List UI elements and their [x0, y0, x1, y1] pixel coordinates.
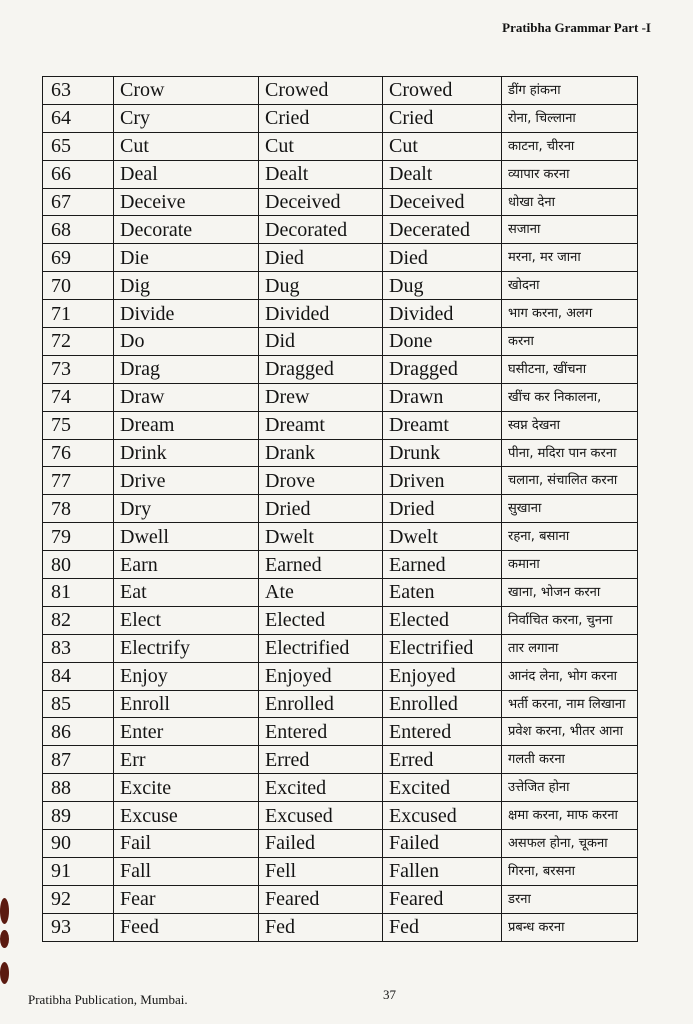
- past-participle-cell: Excused: [383, 802, 502, 830]
- past-participle-cell: Elected: [383, 606, 502, 634]
- past-participle-cell: Dried: [383, 495, 502, 523]
- base-form-cell: Excite: [114, 774, 259, 802]
- past-participle-cell: Erred: [383, 746, 502, 774]
- table-row: [43, 885, 638, 913]
- table-row: [43, 579, 638, 607]
- base-form-cell: Fail: [114, 830, 259, 858]
- past-participle-cell: Deceived: [383, 188, 502, 216]
- base-form-cell: Feed: [114, 913, 259, 941]
- hindi-meaning-cell: करना: [502, 328, 638, 356]
- base-form-cell: Earn: [114, 551, 259, 579]
- base-form-cell: Cry: [114, 104, 259, 132]
- past-tense-cell: Failed: [259, 830, 383, 858]
- page-edge-stain: [0, 880, 10, 1000]
- base-form-cell: Electrify: [114, 634, 259, 662]
- hindi-meaning-cell: डींग हांकना: [502, 77, 638, 105]
- row-number-cell: 82: [43, 606, 114, 634]
- base-form-cell: Excuse: [114, 802, 259, 830]
- row-number-cell: 90: [43, 830, 114, 858]
- past-tense-cell: Excited: [259, 774, 383, 802]
- past-tense-cell: Fed: [259, 913, 383, 941]
- table-row: [43, 411, 638, 439]
- hindi-meaning-cell: उत्तेजित होना: [502, 774, 638, 802]
- table-row: [43, 244, 638, 272]
- hindi-meaning-cell: धोखा देना: [502, 188, 638, 216]
- row-number-cell: 81: [43, 579, 114, 607]
- past-tense-cell: Dried: [259, 495, 383, 523]
- hindi-meaning-cell: डरना: [502, 885, 638, 913]
- past-tense-cell: Cried: [259, 104, 383, 132]
- past-participle-cell: Driven: [383, 467, 502, 495]
- hindi-meaning-cell: मरना, मर जाना: [502, 244, 638, 272]
- table-row: [43, 662, 638, 690]
- base-form-cell: Dig: [114, 272, 259, 300]
- base-form-cell: Eat: [114, 579, 259, 607]
- hindi-meaning-cell: निर्वाचित करना, चुनना: [502, 606, 638, 634]
- hindi-meaning-cell: प्रबन्ध करना: [502, 913, 638, 941]
- row-number-cell: 63: [43, 77, 114, 105]
- past-tense-cell: Dragged: [259, 355, 383, 383]
- past-participle-cell: Done: [383, 328, 502, 356]
- base-form-cell: Deceive: [114, 188, 259, 216]
- base-form-cell: Dream: [114, 411, 259, 439]
- past-participle-cell: Dug: [383, 272, 502, 300]
- table-row: [43, 857, 638, 885]
- row-number-cell: 68: [43, 216, 114, 244]
- past-tense-cell: Enjoyed: [259, 662, 383, 690]
- past-tense-cell: Earned: [259, 551, 383, 579]
- publisher-footer: Pratibha Publication, Mumbai.: [28, 992, 188, 1007]
- table-row: [43, 188, 638, 216]
- row-number-cell: 67: [43, 188, 114, 216]
- row-number-cell: 65: [43, 132, 114, 160]
- past-tense-cell: Deceived: [259, 188, 383, 216]
- past-participle-cell: Feared: [383, 885, 502, 913]
- hindi-meaning-cell: व्यापार करना: [502, 160, 638, 188]
- table-row: [43, 718, 638, 746]
- past-participle-cell: Died: [383, 244, 502, 272]
- row-number-cell: 73: [43, 355, 114, 383]
- base-form-cell: Decorate: [114, 216, 259, 244]
- past-tense-cell: Enrolled: [259, 690, 383, 718]
- hindi-meaning-cell: खोदना: [502, 272, 638, 300]
- hindi-meaning-cell: खींच कर निकालना,: [502, 383, 638, 411]
- base-form-cell: Enter: [114, 718, 259, 746]
- past-participle-cell: Drunk: [383, 439, 502, 467]
- past-tense-cell: Died: [259, 244, 383, 272]
- base-form-cell: Drag: [114, 355, 259, 383]
- past-tense-cell: Decorated: [259, 216, 383, 244]
- verb-table-body: [43, 77, 638, 942]
- base-form-cell: Fear: [114, 885, 259, 913]
- table-row: [43, 160, 638, 188]
- table-row: [43, 551, 638, 579]
- table-row: [43, 634, 638, 662]
- row-number-cell: 70: [43, 272, 114, 300]
- past-participle-cell: Decerated: [383, 216, 502, 244]
- past-tense-cell: Electrified: [259, 634, 383, 662]
- table-row: [43, 802, 638, 830]
- table-row: [43, 132, 638, 160]
- base-form-cell: Dry: [114, 495, 259, 523]
- table-row: [43, 328, 638, 356]
- past-participle-cell: Crowed: [383, 77, 502, 105]
- row-number-cell: 79: [43, 523, 114, 551]
- base-form-cell: Drink: [114, 439, 259, 467]
- row-number-cell: 71: [43, 300, 114, 328]
- table-row: [43, 383, 638, 411]
- table-row: [43, 216, 638, 244]
- past-participle-cell: Dealt: [383, 160, 502, 188]
- hindi-meaning-cell: गलती करना: [502, 746, 638, 774]
- past-participle-cell: Dreamt: [383, 411, 502, 439]
- past-participle-cell: Drawn: [383, 383, 502, 411]
- past-tense-cell: Elected: [259, 606, 383, 634]
- past-tense-cell: Divided: [259, 300, 383, 328]
- hindi-meaning-cell: पीना, मदिरा पान करना: [502, 439, 638, 467]
- past-tense-cell: Ate: [259, 579, 383, 607]
- row-number-cell: 74: [43, 383, 114, 411]
- row-number-cell: 87: [43, 746, 114, 774]
- row-number-cell: 76: [43, 439, 114, 467]
- past-participle-cell: Enrolled: [383, 690, 502, 718]
- past-participle-cell: Excited: [383, 774, 502, 802]
- hindi-meaning-cell: भाग करना, अलग: [502, 300, 638, 328]
- hindi-meaning-cell: तार लगाना: [502, 634, 638, 662]
- hindi-meaning-cell: आनंद लेना, भोग करना: [502, 662, 638, 690]
- row-number-cell: 93: [43, 913, 114, 941]
- row-number-cell: 86: [43, 718, 114, 746]
- row-number-cell: 75: [43, 411, 114, 439]
- base-form-cell: Dwell: [114, 523, 259, 551]
- past-participle-cell: Fallen: [383, 857, 502, 885]
- row-number-cell: 80: [43, 551, 114, 579]
- base-form-cell: Drive: [114, 467, 259, 495]
- past-tense-cell: Dug: [259, 272, 383, 300]
- base-form-cell: Err: [114, 746, 259, 774]
- row-number-cell: 88: [43, 774, 114, 802]
- row-number-cell: 66: [43, 160, 114, 188]
- past-tense-cell: Drew: [259, 383, 383, 411]
- table-row: [43, 774, 638, 802]
- table-row: [43, 104, 638, 132]
- table-row: [43, 355, 638, 383]
- row-number-cell: 83: [43, 634, 114, 662]
- past-participle-cell: Fed: [383, 913, 502, 941]
- table-row: [43, 495, 638, 523]
- past-tense-cell: Erred: [259, 746, 383, 774]
- hindi-meaning-cell: रहना, बसाना: [502, 523, 638, 551]
- table-row: [43, 467, 638, 495]
- row-number-cell: 69: [43, 244, 114, 272]
- base-form-cell: Draw: [114, 383, 259, 411]
- past-tense-cell: Cut: [259, 132, 383, 160]
- table-row: [43, 913, 638, 941]
- past-tense-cell: Dwelt: [259, 523, 383, 551]
- page-header-title: Pratibha Grammar Part -I: [502, 20, 651, 35]
- hindi-meaning-cell: रोना, चिल्लाना: [502, 104, 638, 132]
- past-participle-cell: Dragged: [383, 355, 502, 383]
- base-form-cell: Cut: [114, 132, 259, 160]
- table-row: [43, 300, 638, 328]
- past-participle-cell: Dwelt: [383, 523, 502, 551]
- past-tense-cell: Fell: [259, 857, 383, 885]
- table-row: [43, 77, 638, 105]
- table-row: [43, 830, 638, 858]
- past-participle-cell: Enjoyed: [383, 662, 502, 690]
- hindi-meaning-cell: गिरना, बरसना: [502, 857, 638, 885]
- base-form-cell: Die: [114, 244, 259, 272]
- past-participle-cell: Electrified: [383, 634, 502, 662]
- hindi-meaning-cell: चलाना, संचालित करना: [502, 467, 638, 495]
- row-number-cell: 84: [43, 662, 114, 690]
- past-participle-cell: Failed: [383, 830, 502, 858]
- past-participle-cell: Divided: [383, 300, 502, 328]
- base-form-cell: Enroll: [114, 690, 259, 718]
- row-number-cell: 64: [43, 104, 114, 132]
- hindi-meaning-cell: कमाना: [502, 551, 638, 579]
- row-number-cell: 78: [43, 495, 114, 523]
- hindi-meaning-cell: स्वप्न देखना: [502, 411, 638, 439]
- base-form-cell: Divide: [114, 300, 259, 328]
- past-tense-cell: Entered: [259, 718, 383, 746]
- past-participle-cell: Eaten: [383, 579, 502, 607]
- row-number-cell: 92: [43, 885, 114, 913]
- table-row: [43, 523, 638, 551]
- hindi-meaning-cell: असफल होना, चूकना: [502, 830, 638, 858]
- base-form-cell: Elect: [114, 606, 259, 634]
- past-tense-cell: Drank: [259, 439, 383, 467]
- past-tense-cell: Excused: [259, 802, 383, 830]
- row-number-cell: 89: [43, 802, 114, 830]
- base-form-cell: Enjoy: [114, 662, 259, 690]
- hindi-meaning-cell: खाना, भोजन करना: [502, 579, 638, 607]
- past-tense-cell: Crowed: [259, 77, 383, 105]
- past-participle-cell: Cut: [383, 132, 502, 160]
- base-form-cell: Fall: [114, 857, 259, 885]
- table-row: [43, 272, 638, 300]
- row-number-cell: 91: [43, 857, 114, 885]
- table-row: [43, 746, 638, 774]
- hindi-meaning-cell: सुखाना: [502, 495, 638, 523]
- past-participle-cell: Entered: [383, 718, 502, 746]
- verb-forms-table: [42, 76, 638, 942]
- base-form-cell: Deal: [114, 160, 259, 188]
- past-participle-cell: Earned: [383, 551, 502, 579]
- row-number-cell: 72: [43, 328, 114, 356]
- hindi-meaning-cell: घसीटना, खींचना: [502, 355, 638, 383]
- hindi-meaning-cell: भर्ती करना, नाम लिखाना: [502, 690, 638, 718]
- row-number-cell: 85: [43, 690, 114, 718]
- hindi-meaning-cell: प्रवेश करना, भीतर आना: [502, 718, 638, 746]
- past-tense-cell: Dealt: [259, 160, 383, 188]
- past-tense-cell: Feared: [259, 885, 383, 913]
- table-row: [43, 439, 638, 467]
- past-participle-cell: Cried: [383, 104, 502, 132]
- hindi-meaning-cell: क्षमा करना, माफ करना: [502, 802, 638, 830]
- past-tense-cell: Drove: [259, 467, 383, 495]
- base-form-cell: Crow: [114, 77, 259, 105]
- past-tense-cell: Dreamt: [259, 411, 383, 439]
- base-form-cell: Do: [114, 328, 259, 356]
- hindi-meaning-cell: सजाना: [502, 216, 638, 244]
- row-number-cell: 77: [43, 467, 114, 495]
- past-tense-cell: Did: [259, 328, 383, 356]
- table-row: [43, 606, 638, 634]
- page-number: 37: [383, 987, 396, 1002]
- hindi-meaning-cell: काटना, चीरना: [502, 132, 638, 160]
- table-row: [43, 690, 638, 718]
